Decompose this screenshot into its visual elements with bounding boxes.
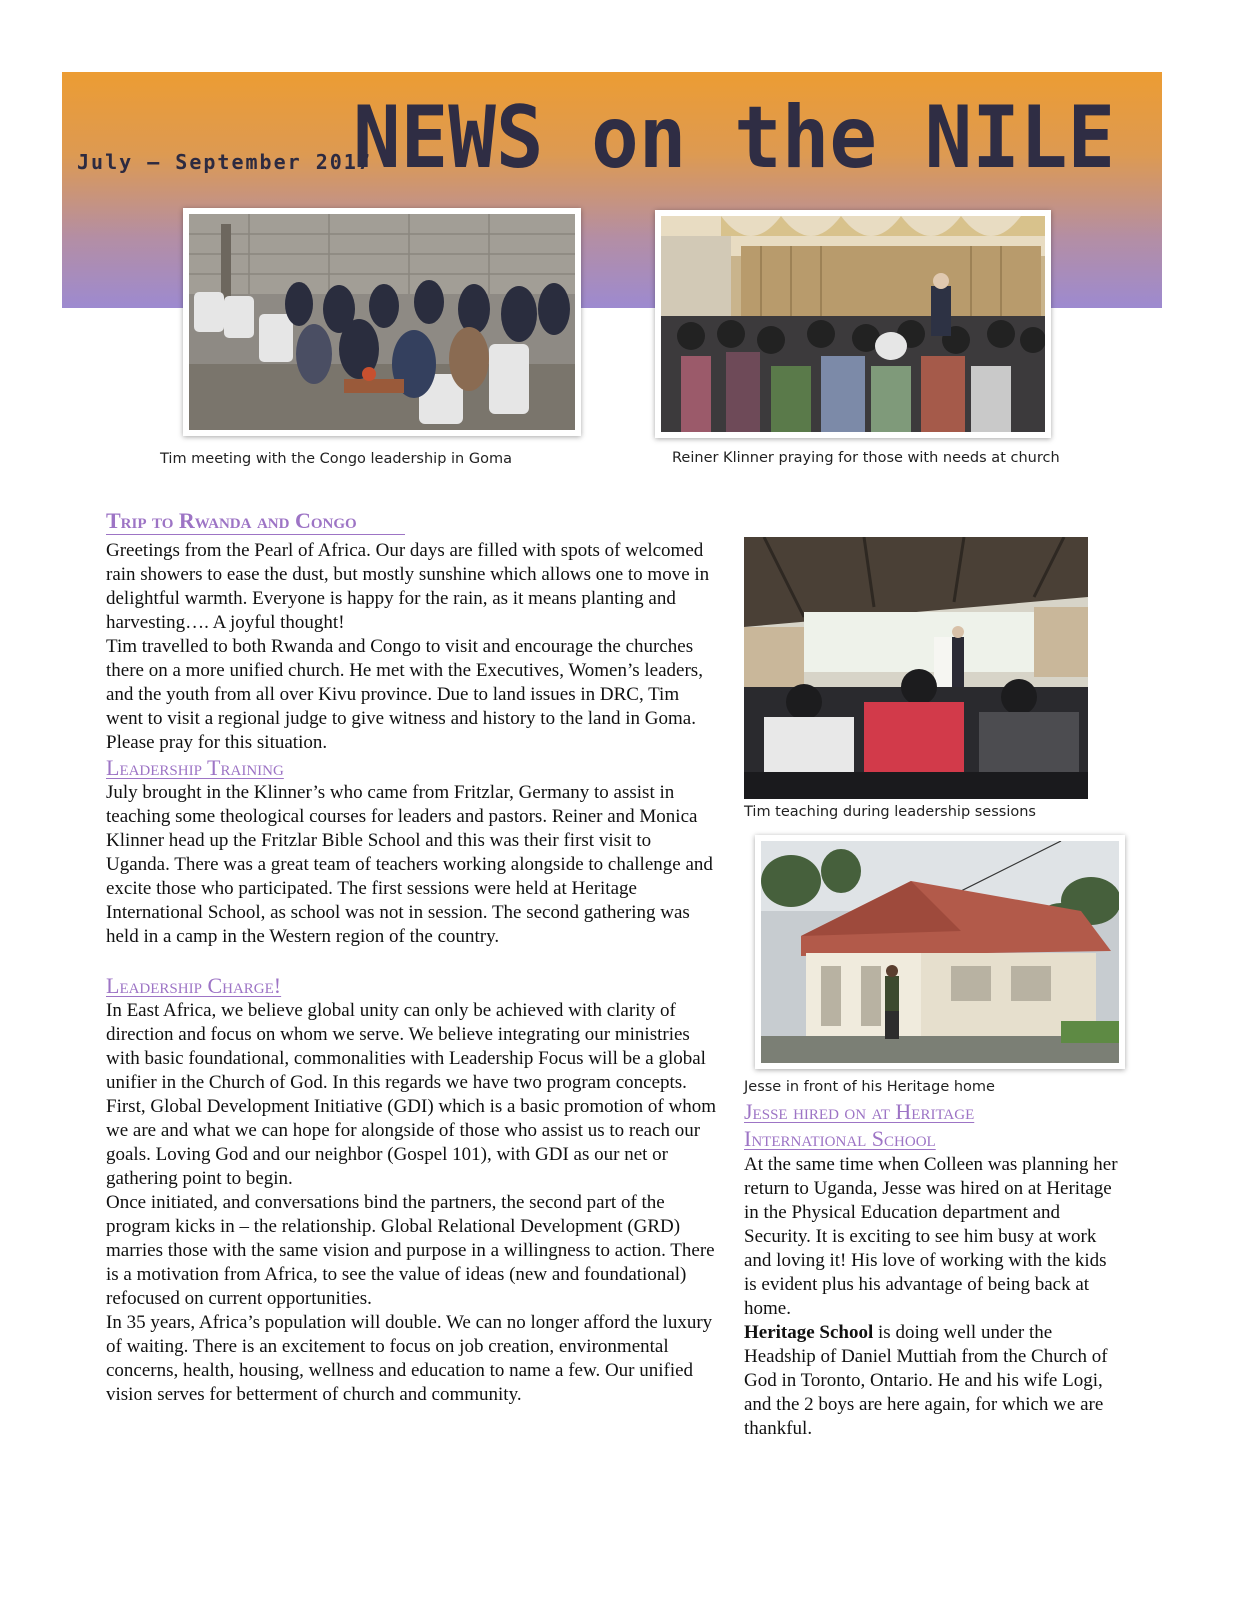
caption-church-prayer: Reiner Klinner praying for those with needs at church [672, 450, 1060, 466]
heritage-school-bold: Heritage School [744, 1322, 874, 1343]
heading-trip-rwanda-congo: Trip to Rwanda and Congo [106, 508, 405, 535]
photo-leadership-teaching [744, 537, 1088, 799]
charge-body [106, 999, 718, 1407]
charge-paragraph-4: In 35 years, Africa’s population will double. We can no longer afford the luxury of waiting. There is an excitement to focus on job creation, environmental concerns, health, housing, wellness and education to name a few. Our unified vision serves for betterment of church and community. [106, 1312, 713, 1405]
trip-paragraph-1: Greetings from the Pearl of Africa. Our days are filled with spots of welcomed rain showers to ease the dust, but mostly sunshine which allows one to move in delightful warmth. Everyone is happy for the rain, as it means planting and harvesting…. A joyful thought! [106, 540, 710, 633]
photo-heritage-home [755, 835, 1125, 1069]
teaching-image [744, 537, 1088, 799]
jesse-body [744, 1153, 1120, 1441]
charge-paragraph-1: In East Africa, we believe global unity can only be achieved with clarity of direction and focus on whom we serve. We believe integrating our ministries with basic foundational, commonalities with Leadership Focus will be a global unifier in the Church of God. In this regards we have two program concepts. [106, 1000, 706, 1093]
charge-paragraph-3: Once initiated, and conversations bind the partners, the second part of the program kicks in – the relationship. Global Relational Development (GRD) marries those with the same vision and purpose in a willingness to action. There is a motivation from Africa, to see the value of ideas (new and foundational) refocused on current opportunities. [106, 1192, 715, 1309]
heading-leadership-charge: Leadership Charge! [106, 973, 282, 998]
heading-jesse-hired-line2: International School [744, 1126, 936, 1151]
church-prayer-image [661, 216, 1045, 432]
trip-body [106, 539, 716, 755]
trip-paragraph-2: Tim travelled to both Rwanda and Congo to visit and encourage the churches there on a more unified church. He met with the Executives, Women’s leaders, and the youth from all over Kivu province. Due to land issues in DRC, Tim went to visit a regional judge to give witness and history to the land in Goma. Please pray for this situation. [106, 636, 703, 753]
photo-goma-meeting [183, 208, 581, 436]
caption-leadership-teaching: Tim teaching during leadership sessions [744, 804, 1036, 820]
heading-leadership-training: Leadership Training [106, 755, 284, 780]
masthead-title: NEWS on the NILE [353, 88, 1116, 188]
charge-paragraph-2: First, Global Development Initiative (GDI) which is a basic promotion of whom we are and what we can hope for alongside of those who assist us to reach our goals. Loving God and our neighbor (Gospel 101), with GDI as our net or gathering point to begin. [106, 1096, 716, 1189]
goma-meeting-image [189, 214, 575, 430]
jesse-paragraph: At the same time when Colleen was planning her return to Uganda, Jesse was hired on at Heritage in the Physical Education department and Security. It is exciting to see him busy at work and loving it! His love of working with the kids is evident plus his advantage of being back at home. [744, 1154, 1118, 1319]
heritage-paragraph-text: is doing well under the Headship of Daniel Muttiah from the Church of God in Toronto, Ontario. He and his wife Logi, and the 2 boys are here again, for which we are thankful. [744, 1322, 1108, 1439]
caption-goma-meeting: Tim meeting with the Congo leadership in Goma [160, 451, 512, 467]
training-body [106, 781, 716, 949]
heritage-home-image [761, 841, 1119, 1063]
heading-jesse-hired-line1: Jesse hired on at Heritage [744, 1099, 975, 1124]
caption-heritage-home: Jesse in front of his Heritage home [744, 1079, 995, 1095]
issue-date: July – September 2017 [77, 150, 372, 174]
training-paragraph: July brought in the Klinner’s who came from Fritzlar, Germany to assist in teaching some theological courses for leaders and pastors. Reiner and Monica Klinner head up the Fritzlar Bible School and this was their first visit to Uganda. There was a great team of teachers working alongside to challenge and excite those who participated. The first sessions were held at Heritage International School, as school was not in session. The second gathering was held in a camp in the Western region of the country. [106, 782, 713, 947]
heritage-paragraph [744, 1321, 1120, 1441]
photo-church-prayer [655, 210, 1051, 438]
